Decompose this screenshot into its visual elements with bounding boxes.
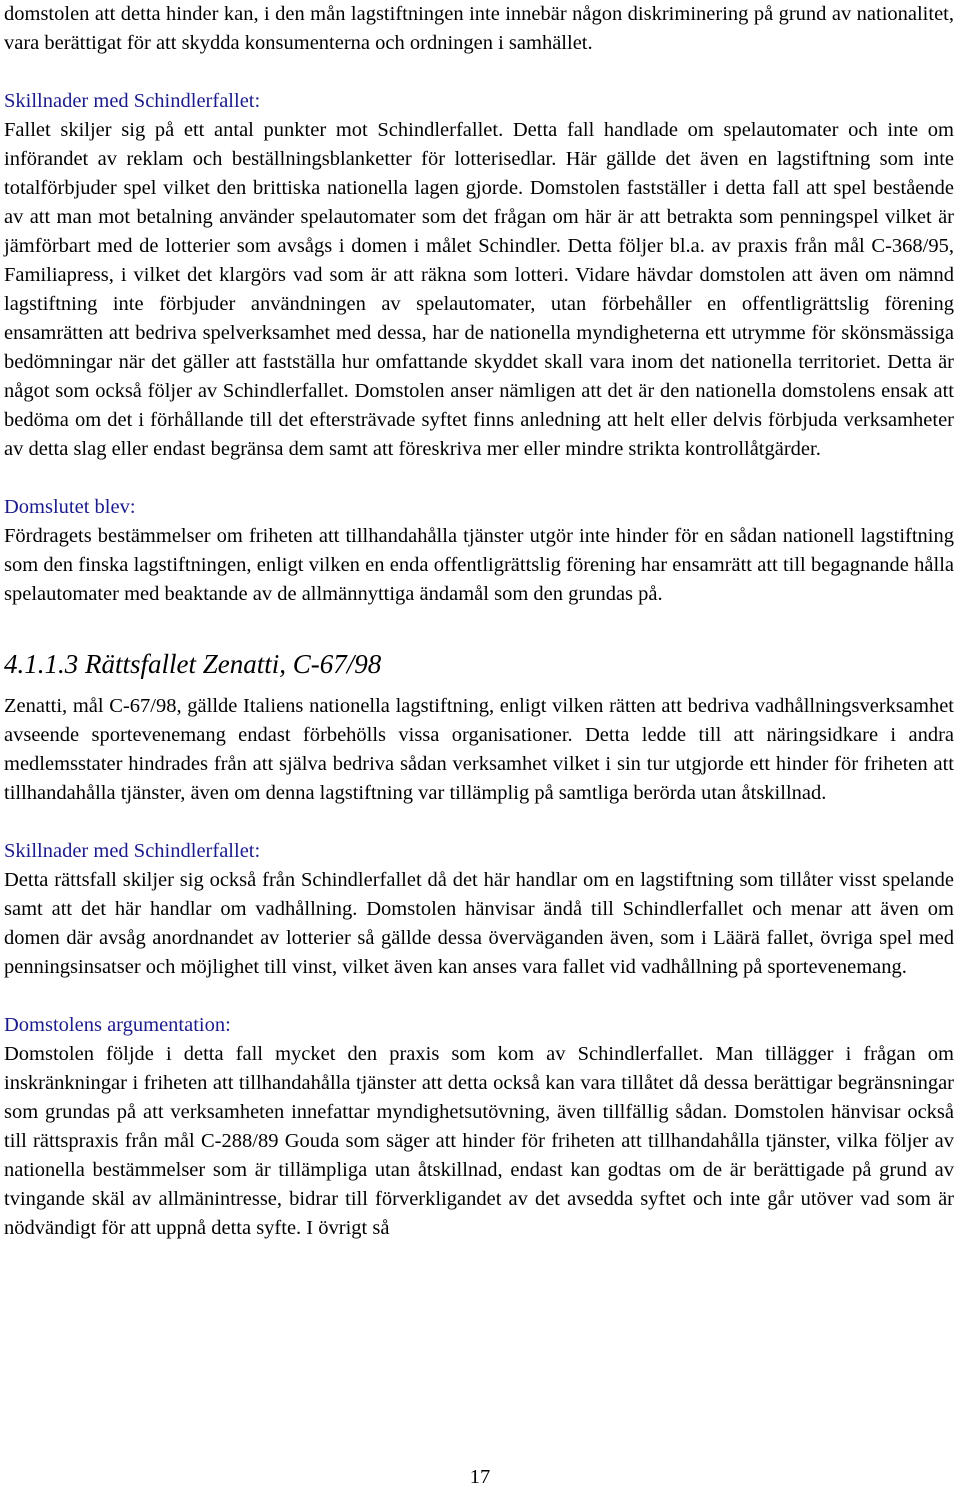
heading-domslutet: Domslutet blev:	[4, 496, 136, 518]
heading-skillnader-2: Skillnader med Schindlerfallet:	[4, 840, 261, 862]
paragraph-argumentation: Domstolen följde i detta fall mycket den praxis som kom av Schindlerfallet. Man tillägger i frågan om inskränkningar i friheten att tillhandahålla tjänster att detta också kan vara tillåtet då dessa berättigar begränsningar som grundas på att verksamheten innefattar myndighetsutövning, även tillfällig sådan. Domstolen hänvisar också till rättspraxis från mål C-288/89 Gouda som säger att hinder för friheten att tillhandahålla tjänster, vilka följer av nationella bestämmelser som är tillämpliga utan åtskillnad, endast kan godtas om de är berättigade på grund av tvingande skäl av allmänintresse, bidrar till förverkligandet av det avsedda syftet och inte går utöver vad som är nödvändigt för att uppnå detta syfte. I övrigt så	[4, 1043, 954, 1239]
document-page	[4, 0, 954, 1243]
paragraph-zenatti: Zenatti, mål C-67/98, gällde Italiens nationella lagstiftning, enligt vilken rätten att bedriva vadhållningsverksamhet avseende sportevenemang endast förbehölls vissa organisationer. Detta ledde till att näringsidkare i andra medlemsstater hindrades från att själva bedriva sådan verksamhet vilket i sin tur utgjorde ett hinder för friheten att tillhandahålla tjänster, även om denna lagstiftning var tillämplig på samtliga berörda utan åtskillnad.	[4, 695, 954, 804]
paragraph-intro: domstolen att detta hinder kan, i den mån lagstiftningen inte innebär någon diskriminering på grund av nationalitet, vara berättigat för att skydda konsumenterna och ordningen i samhället.	[4, 3, 954, 54]
heading-argumentation: Domstolens argumentation:	[4, 1014, 231, 1036]
paragraph-domslutet: Fördragets bestämmelser om friheten att tillhandahålla tjänster utgör inte hinder för en sådan nationell lagstiftning som den finska lagstiftningen, enligt vilken en enda offentligrättslig förening har ensamrätt att till begagnande hålla spelautomater med beaktande av de allmännyttiga ändamål som den grundas på.	[4, 525, 954, 605]
paragraph-skillnader-1: Fallet skiljer sig på ett antal punkter mot Schindlerfallet. Detta fall handlade om spelautomater och inte om införandet av reklam och beställningsblanketter för lotterisedlar. Här gällde det även en lagstiftning som inte totalförbjuder spel vilket den brittiska nationella lagen gjorde. Domstolen fastställer i detta fall att spel bestående av att man mot betalning använder spelautomater som det frågan om här är att betrakta som penningspel vilket är jämförbart med de lotterier som avsågs i domen i målet Schindler. Detta följer bl.a. av praxis från mål C-368/95, Familiapress, i vilket det klargörs vad som är att räkna som lotteri. Vidare hävdar domstolen att även om nämnd lagstiftning inte förbjuder användningen av spelautomater, utan förbehåller en offentligrättslig förening ensamrätten att bedriva spelverksamhet med dessa, har de nationella myndigheterna ett utrymme för skönsmässiga bedömningar när det gäller att fastställa hur omfattande skyddet skall vara inom det nationella territoriet. Detta är något som också följer av Schindlerfallet. Domstolen anser nämligen att det är den nationella domstolens ensak att bedöma om det i förhållande till det eftersträvade syftet finns anledning att helt eller delvis förbjuda verksamheter av detta slag eller endast begränsa dem samt att föreskriva mer eller mindre strikta kontrollåtgärder.	[4, 119, 954, 460]
page-number: 17	[469, 1466, 491, 1488]
paragraph-skillnader-2: Detta rättsfall skiljer sig också från Schindlerfallet då det här handlar om en lagstiftning som tillåter visst spelande samt att det här handlar om vadhållning. Domstolen hänvisar ändå till Schindlerfallet och menar att även om domen där avsåg anordnandet av lotterier så gällde dessa överväganden även, som i Läärä fallet, övriga spel med penningsinsatser och möjlighet till vinst, vilket även kan anses vara fallet vid vadhållning på sportevenemang.	[4, 869, 954, 978]
section-heading-zenatti: 4.1.1.3 Rättsfallet Zenatti, C-67/98	[4, 649, 382, 679]
heading-skillnader-1: Skillnader med Schindlerfallet:	[4, 90, 261, 112]
